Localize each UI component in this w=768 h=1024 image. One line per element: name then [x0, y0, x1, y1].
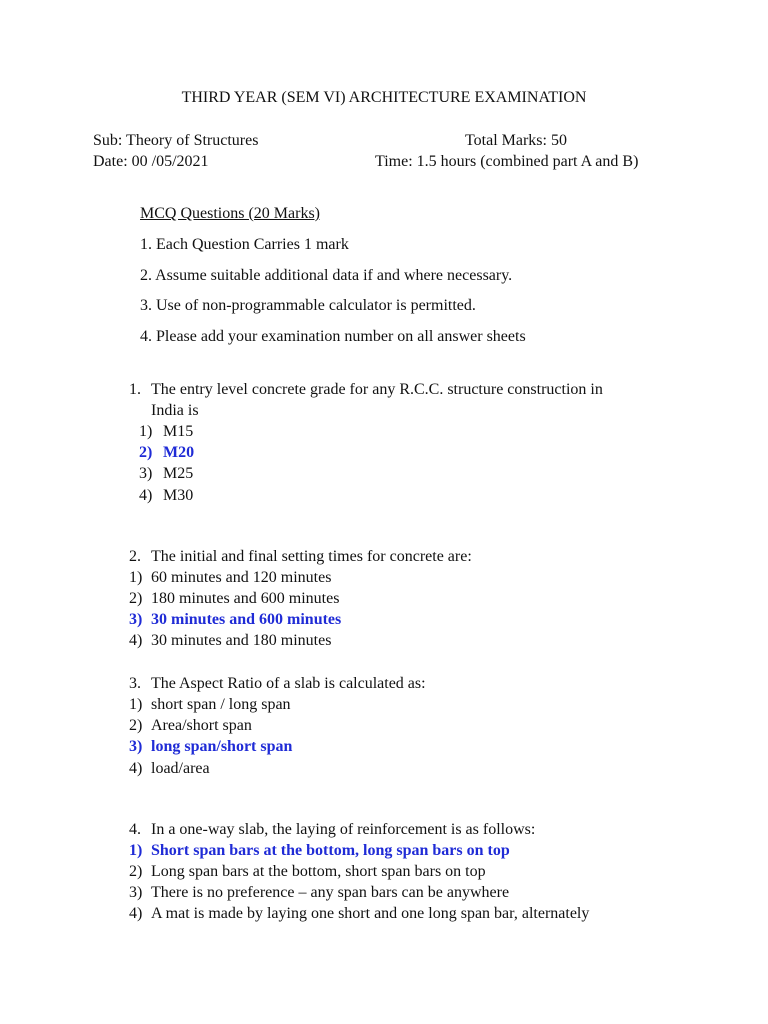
question-text-cont: India is [151, 402, 199, 419]
option-text: Area/short span [151, 717, 252, 734]
option-text: M30 [163, 487, 194, 504]
option-correct [129, 737, 292, 757]
option-label: 4) [139, 487, 153, 504]
option-text: 30 minutes and 600 minutes [151, 611, 342, 628]
option [129, 862, 486, 882]
option-correct [129, 610, 341, 630]
question-text: The Aspect Ratio of a slab is calculated as: [151, 675, 426, 692]
option-text: M25 [163, 465, 194, 482]
option-text: short span / long span [151, 696, 291, 713]
option [139, 464, 193, 484]
option-label: 3) [129, 738, 143, 755]
option [129, 589, 339, 609]
option-label: 3) [139, 465, 153, 482]
instruction-item: 4. Please add your examination number on all answer sheets [140, 328, 526, 345]
question-number: 2. [129, 548, 141, 565]
exam-time: Time: 1.5 hours (combined part A and B) [375, 153, 639, 170]
option-label: 1) [139, 423, 153, 440]
option-text: There is no preference – any span bars can be anywhere [151, 884, 510, 901]
total-marks: Total Marks: 50 [465, 132, 567, 149]
option-label: 4) [129, 632, 143, 649]
question-number: 1. [129, 381, 141, 398]
option-text: 60 minutes and 120 minutes [151, 569, 332, 586]
option-text: 180 minutes and 600 minutes [151, 590, 340, 607]
option-correct [129, 841, 510, 861]
option-text: Short span bars at the bottom, long span bars on top [151, 842, 510, 859]
instruction-item: 3. Use of non-programmable calculator is permitted. [140, 297, 476, 314]
option-text: load/area [151, 760, 210, 777]
option-label: 2) [139, 444, 153, 461]
question-number: 3. [129, 675, 141, 692]
question-4 [129, 820, 535, 840]
question-text: In a one-way slab, the laying of reinforcement is as follows: [151, 821, 536, 838]
option-text: M20 [163, 444, 195, 461]
option-label: 1) [129, 696, 143, 713]
option [129, 883, 509, 903]
option [129, 759, 210, 779]
question-number: 4. [129, 821, 141, 838]
option-label: 2) [129, 717, 143, 734]
option-text: 30 minutes and 180 minutes [151, 632, 332, 649]
question-text: The initial and final setting times for concrete are: [151, 548, 472, 565]
question-text: The entry level concrete grade for any R.C.C. structure construction in [151, 381, 603, 398]
option-label: 4) [129, 905, 143, 922]
subject: Sub: Theory of Structures [93, 132, 259, 149]
option [129, 631, 331, 651]
option [129, 568, 331, 588]
option [129, 695, 291, 715]
instruction-item: 2. Assume suitable additional data if and where necessary. [140, 267, 513, 284]
option-label: 4) [129, 760, 143, 777]
question-2 [129, 547, 472, 567]
option-text: Long span bars at the bottom, short span bars on top [151, 863, 486, 880]
exam-title: THIRD YEAR (SEM VI) ARCHITECTURE EXAMINATION [181, 89, 587, 106]
question-3 [129, 674, 426, 694]
option-text: long span/short span [151, 738, 293, 755]
option-label: 2) [129, 863, 143, 880]
option-label: 3) [129, 611, 143, 628]
question-1 [129, 380, 603, 400]
option-label: 2) [129, 590, 143, 607]
instruction-item: 1. Each Question Carries 1 mark [140, 236, 349, 253]
option-text: M15 [163, 423, 194, 440]
option-label: 1) [129, 569, 143, 586]
option-text: A mat is made by laying one short and one long span bar, alternately [151, 905, 590, 922]
option [129, 904, 589, 924]
option-correct [139, 443, 194, 463]
option-label: 1) [129, 842, 143, 859]
exam-date: Date: 00 /05/2021 [93, 153, 209, 170]
option [139, 422, 193, 442]
option [129, 716, 252, 736]
mcq-heading: MCQ Questions (20 Marks) [140, 205, 320, 222]
option [139, 486, 193, 506]
option-label: 3) [129, 884, 143, 901]
